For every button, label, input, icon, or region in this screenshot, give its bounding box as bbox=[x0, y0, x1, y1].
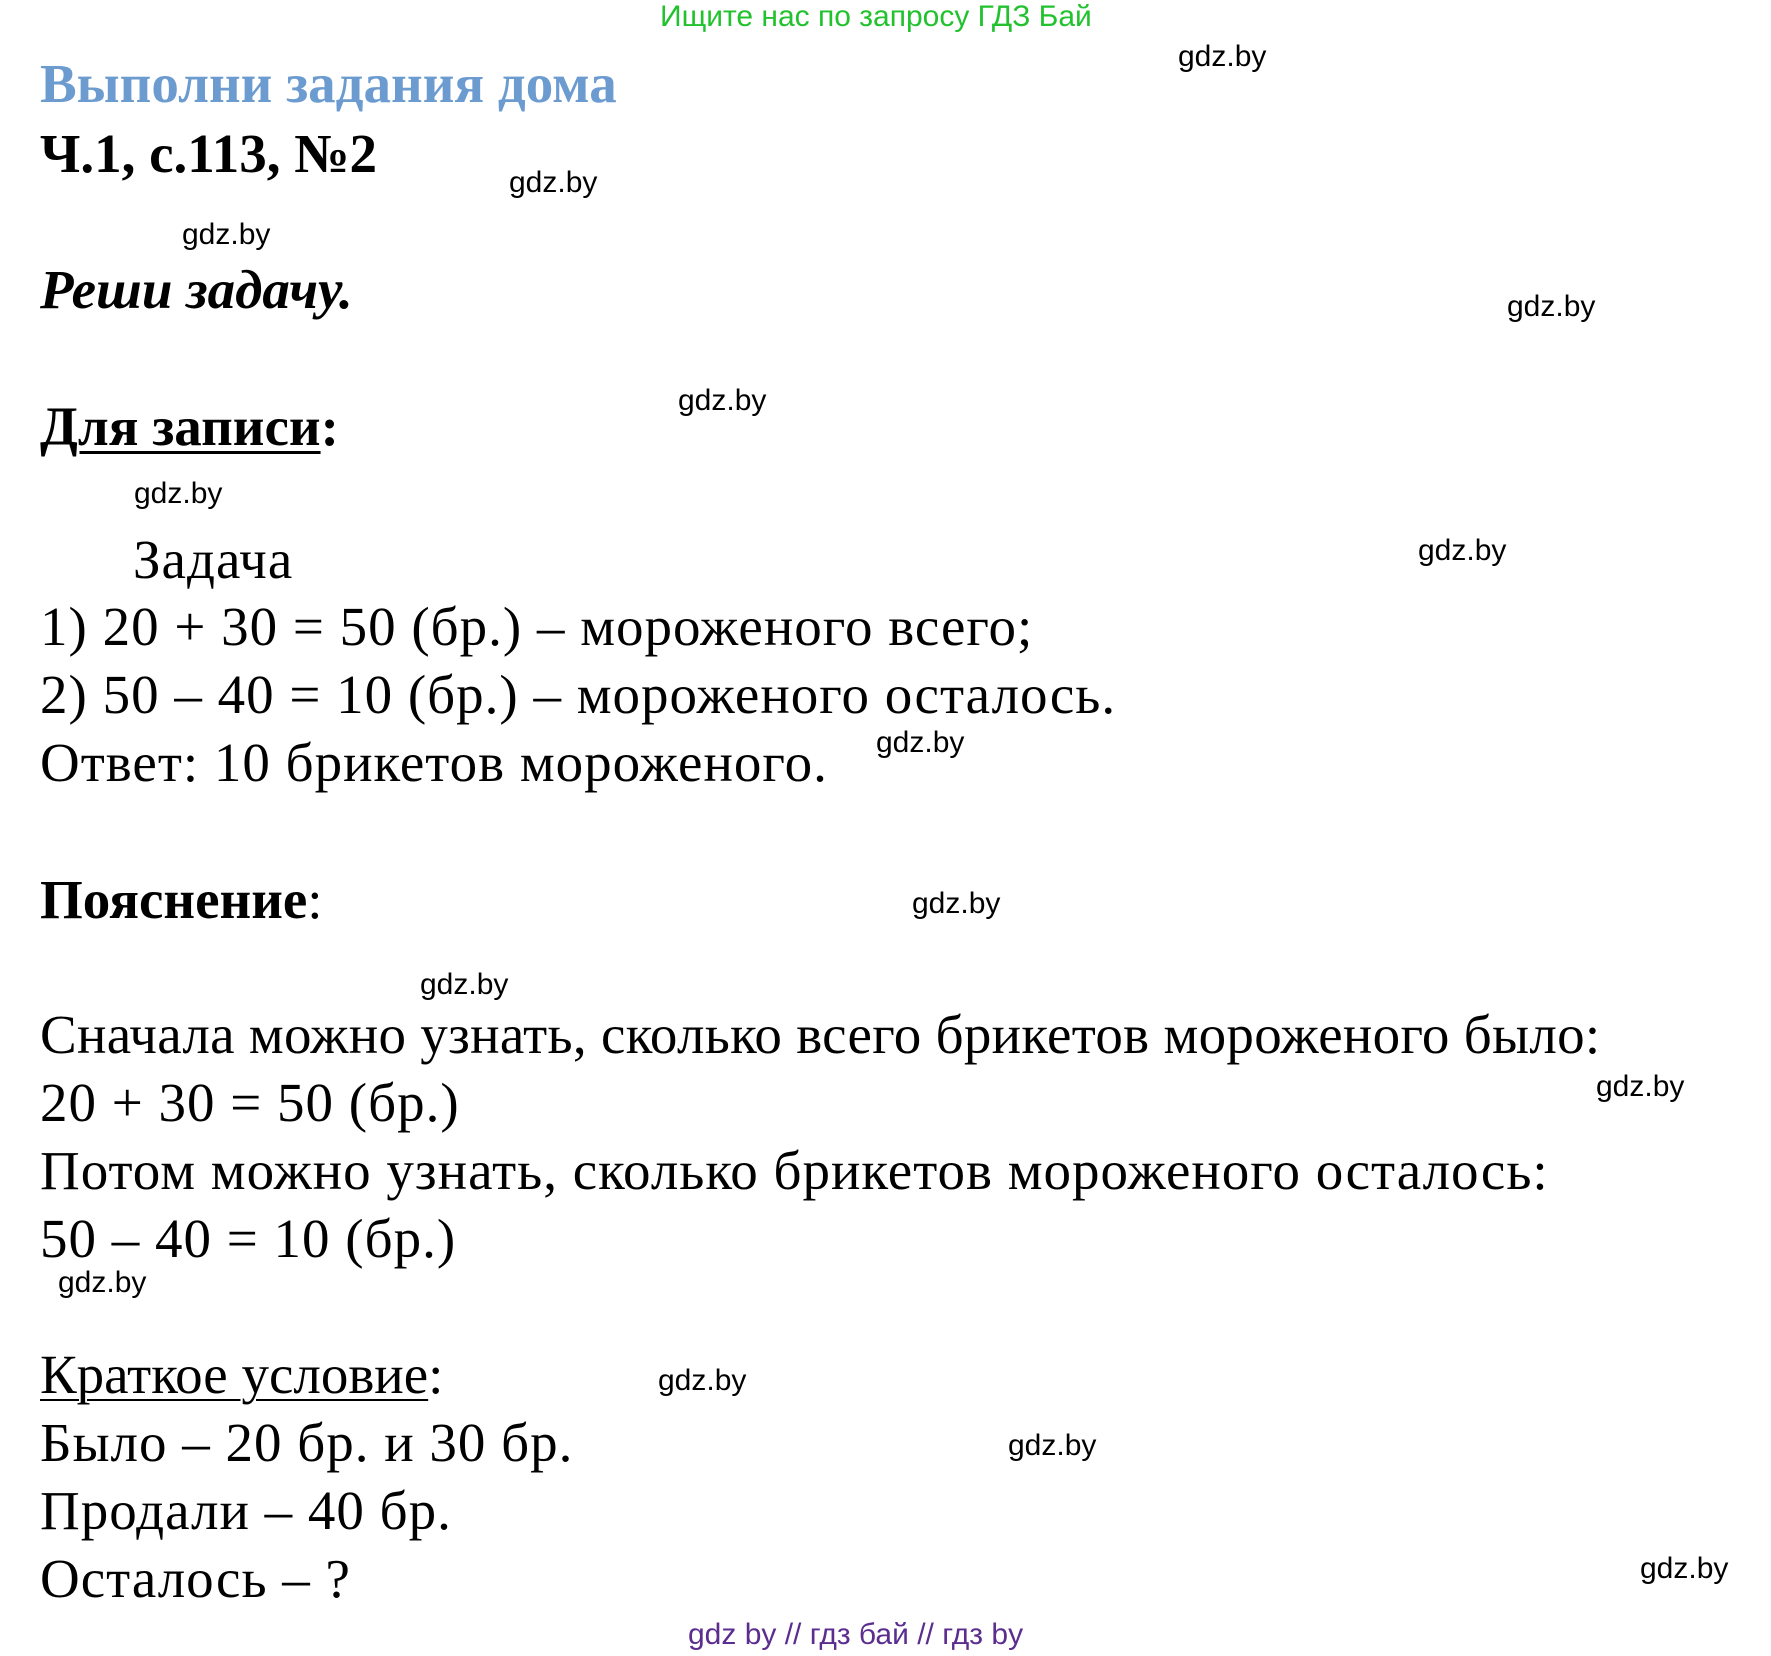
record-heading-colon: : bbox=[320, 396, 339, 457]
explanation-line-1: Сначала можно узнать, сколько всего брикетов мороженого было: bbox=[40, 1004, 1601, 1065]
record-line-2: 2) 50 – 40 = 10 (бр.) – мороженого осталось. bbox=[40, 664, 1117, 725]
record-line-1: 1) 20 + 30 = 50 (бр.) – мороженого всего; bbox=[40, 596, 1034, 657]
record-answer: Ответ: 10 брикетов мороженого. bbox=[40, 732, 828, 793]
condition-line-3: Осталось – ? bbox=[40, 1548, 351, 1609]
watermark: gdz.by bbox=[876, 726, 965, 759]
condition-heading bbox=[40, 1343, 443, 1406]
watermark: gdz.by bbox=[1507, 290, 1596, 323]
watermark: gdz.by bbox=[58, 1266, 147, 1299]
task-instruction: Реши задачу. bbox=[40, 259, 353, 320]
record-heading bbox=[40, 395, 339, 458]
watermark: gdz.by bbox=[658, 1364, 747, 1397]
watermark: gdz.by bbox=[182, 218, 271, 251]
watermark: gdz.by bbox=[912, 887, 1001, 920]
explanation-line-4: 50 – 40 = 10 (бр.) bbox=[40, 1208, 457, 1269]
watermark: gdz.by bbox=[1178, 40, 1267, 73]
record-heading-text: Для записи bbox=[40, 396, 321, 457]
exercise-reference: Ч.1, с.113, №2 bbox=[40, 123, 378, 184]
watermark: gdz.by bbox=[678, 384, 767, 417]
footer-links: gdz by // гдз бай // гдз by bbox=[688, 1618, 1024, 1651]
watermark: gdz.by bbox=[1640, 1552, 1729, 1585]
condition-heading-colon: : bbox=[428, 1344, 444, 1405]
top-banner: Ищите нас по запросу ГДЗ Бай bbox=[660, 0, 1092, 33]
explanation-line-2: 20 + 30 = 50 (бр.) bbox=[40, 1072, 460, 1133]
explanation-heading-colon: : bbox=[307, 869, 323, 930]
watermark: gdz.by bbox=[1596, 1070, 1685, 1103]
condition-line-2: Продали – 40 бр. bbox=[40, 1480, 452, 1541]
watermark: gdz.by bbox=[134, 477, 223, 510]
watermark: gdz.by bbox=[1418, 534, 1507, 567]
watermark: gdz.by bbox=[509, 166, 598, 199]
watermark: gdz.by bbox=[420, 968, 509, 1001]
page-title: Выполни задания дома bbox=[40, 53, 617, 114]
explanation-heading-text: Пояснение bbox=[40, 869, 308, 930]
explanation-line-3: Потом можно узнать, сколько брикетов мороженого осталось: bbox=[40, 1140, 1549, 1201]
record-label: Задача bbox=[133, 529, 294, 590]
watermark: gdz.by bbox=[1008, 1429, 1097, 1462]
condition-line-1: Было – 20 бр. и 30 бр. bbox=[40, 1412, 574, 1473]
condition-heading-text: Краткое условие bbox=[40, 1344, 429, 1405]
explanation-heading bbox=[40, 868, 323, 931]
